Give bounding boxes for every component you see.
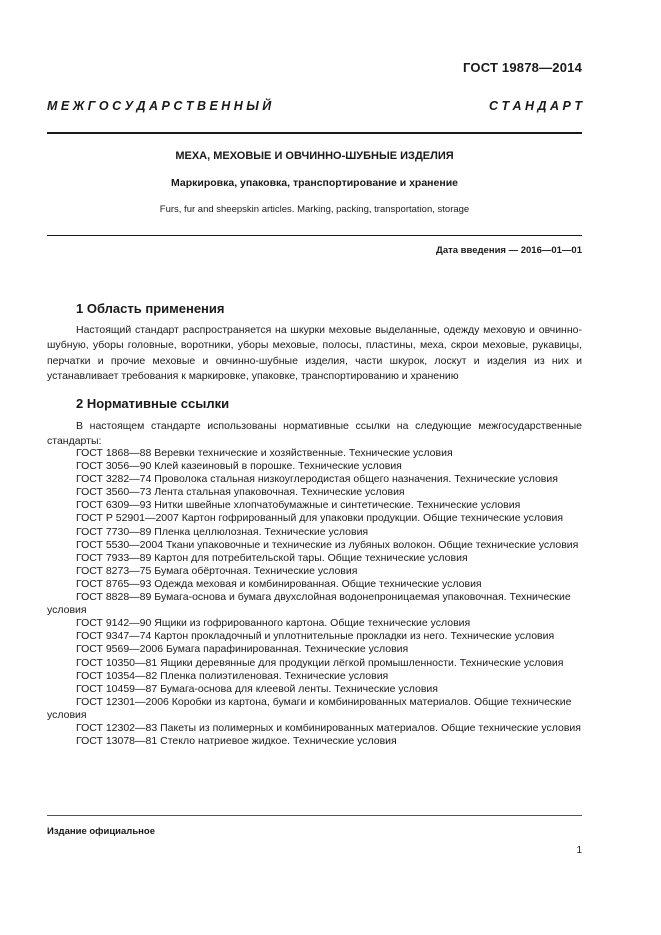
section-1-heading: 1 Область применения xyxy=(76,301,225,316)
official-edition-label: Издание официальное xyxy=(47,826,155,837)
reference-item: ГОСТ Р 52901—2007 Картон гофрированный для упаковки продукции. Общие технические условия xyxy=(76,512,564,525)
document-title: МЕХА, МЕХОВЫЕ И ОВЧИННО-ШУБНЫЕ ИЗДЕЛИЯ xyxy=(175,150,454,162)
reference-item: ГОСТ 7730—89 Пленка целлюлозная. Технические условия xyxy=(76,525,369,538)
banner-right: С Т А Н Д А Р Т xyxy=(488,99,582,113)
reference-item: ГОСТ 10354—82 Пленка полиэтиленовая. Технические условия xyxy=(76,669,389,682)
reference-item: ГОСТ 3282—74 Проволока стальная низкоуглеродистая общего назначения. Технические условия xyxy=(76,473,558,486)
section-2-intro: В настоящем стандарте использованы нормативные ссылки на следующие межгосударственные стандарты: xyxy=(47,420,582,448)
title-divider xyxy=(47,235,582,236)
document-number: ГОСТ 19878—2014 xyxy=(463,60,582,75)
banner-left: М Е Ж Г О С У Д А Р С Т В Е Н Н Ы Й xyxy=(47,99,272,113)
reference-item: ГОСТ 5530—2004 Ткани упаковочные и технические из лубяных волокон. Общие технические условия xyxy=(76,538,579,551)
reference-item: ГОСТ 8828—89 Бумага-основа и бумага двухслойная водонепроницаемая упаковочная. Технические условия xyxy=(47,591,571,617)
reference-item: ГОСТ 12302—83 Пакеты из полимерных и комбинированных материалов. Общие технические условия xyxy=(76,721,581,734)
page-number: 1 xyxy=(576,845,582,856)
document-subtitle: Маркировка, упаковка, транспортирование и хранение xyxy=(170,177,458,189)
header-divider xyxy=(47,132,582,134)
reference-item: ГОСТ 1868—88 Веревки технические и хозяйственные. Технические условия xyxy=(76,447,453,459)
normative-references-list xyxy=(47,447,582,748)
introduction-date: Дата введения — 2016—01—01 xyxy=(436,245,582,256)
reference-item: ГОСТ 10459—87 Бумага-основа для клеевой ленты. Технические условия xyxy=(76,682,438,695)
section-1-text: Настоящий стандарт распространяется на шкурки меховые выделанные, одежду меховую и овчинно-шубную, уборы головные, воротники, уборы меховые, полосы, пластины, меха, скрои меховые, рукавицы, перчатки и прочие меховые и овчинно-шубные изделия, части шкурок, лоскут и изделия из них и устанавливает требования к маркировке, упаковке, транспортированию и хранению xyxy=(47,324,582,383)
reference-item: ГОСТ 10350—81 Ящики деревянные для продукции лёгкой промышленности. Технические условия xyxy=(76,656,564,669)
standard-banner xyxy=(47,99,582,113)
reference-item: ГОСТ 8273—75 Бумага обёрточная. Технические условия xyxy=(76,564,358,577)
reference-item: ГОСТ 9142—90 Ящики из гофрированного картона. Общие технические условия xyxy=(76,617,471,630)
reference-item: ГОСТ 6309—93 Нитки швейные хлопчатобумажные и синтетические. Технические условия xyxy=(76,499,521,512)
footer-divider xyxy=(47,815,582,816)
reference-item: ГОСТ 9569—2006 Бумага парафинированная. Технические условия xyxy=(76,643,409,656)
reference-item: ГОСТ 7933—89 Картон для потребительской тары. Общие технические условия xyxy=(76,551,468,564)
reference-item: ГОСТ 9347—74 Картон прокладочный и уплотнительные прокладки из него. Технические условия xyxy=(76,630,555,643)
english-title: Furs, fur and sheepskin articles. Marking, packing, transportation, storage xyxy=(159,204,470,215)
reference-item: ГОСТ 8765—93 Одежда меховая и комбинированная. Общие технические условия xyxy=(76,577,482,590)
reference-item: ГОСТ 12301—2006 Коробки из картона, бумаги и комбинированных материалов. Общие технические условия xyxy=(47,695,572,721)
reference-item: ГОСТ 3560—73 Лента стальная упаковочная. Технические условия xyxy=(76,486,405,499)
reference-item: ГОСТ 3056—90 Клей казеиновый в порошке. Технические условия xyxy=(76,460,402,473)
reference-item: ГОСТ 13078—81 Стекло натриевое жидкое. Технические условия xyxy=(76,735,397,748)
section-2-heading: 2 Нормативные ссылки xyxy=(76,396,230,411)
